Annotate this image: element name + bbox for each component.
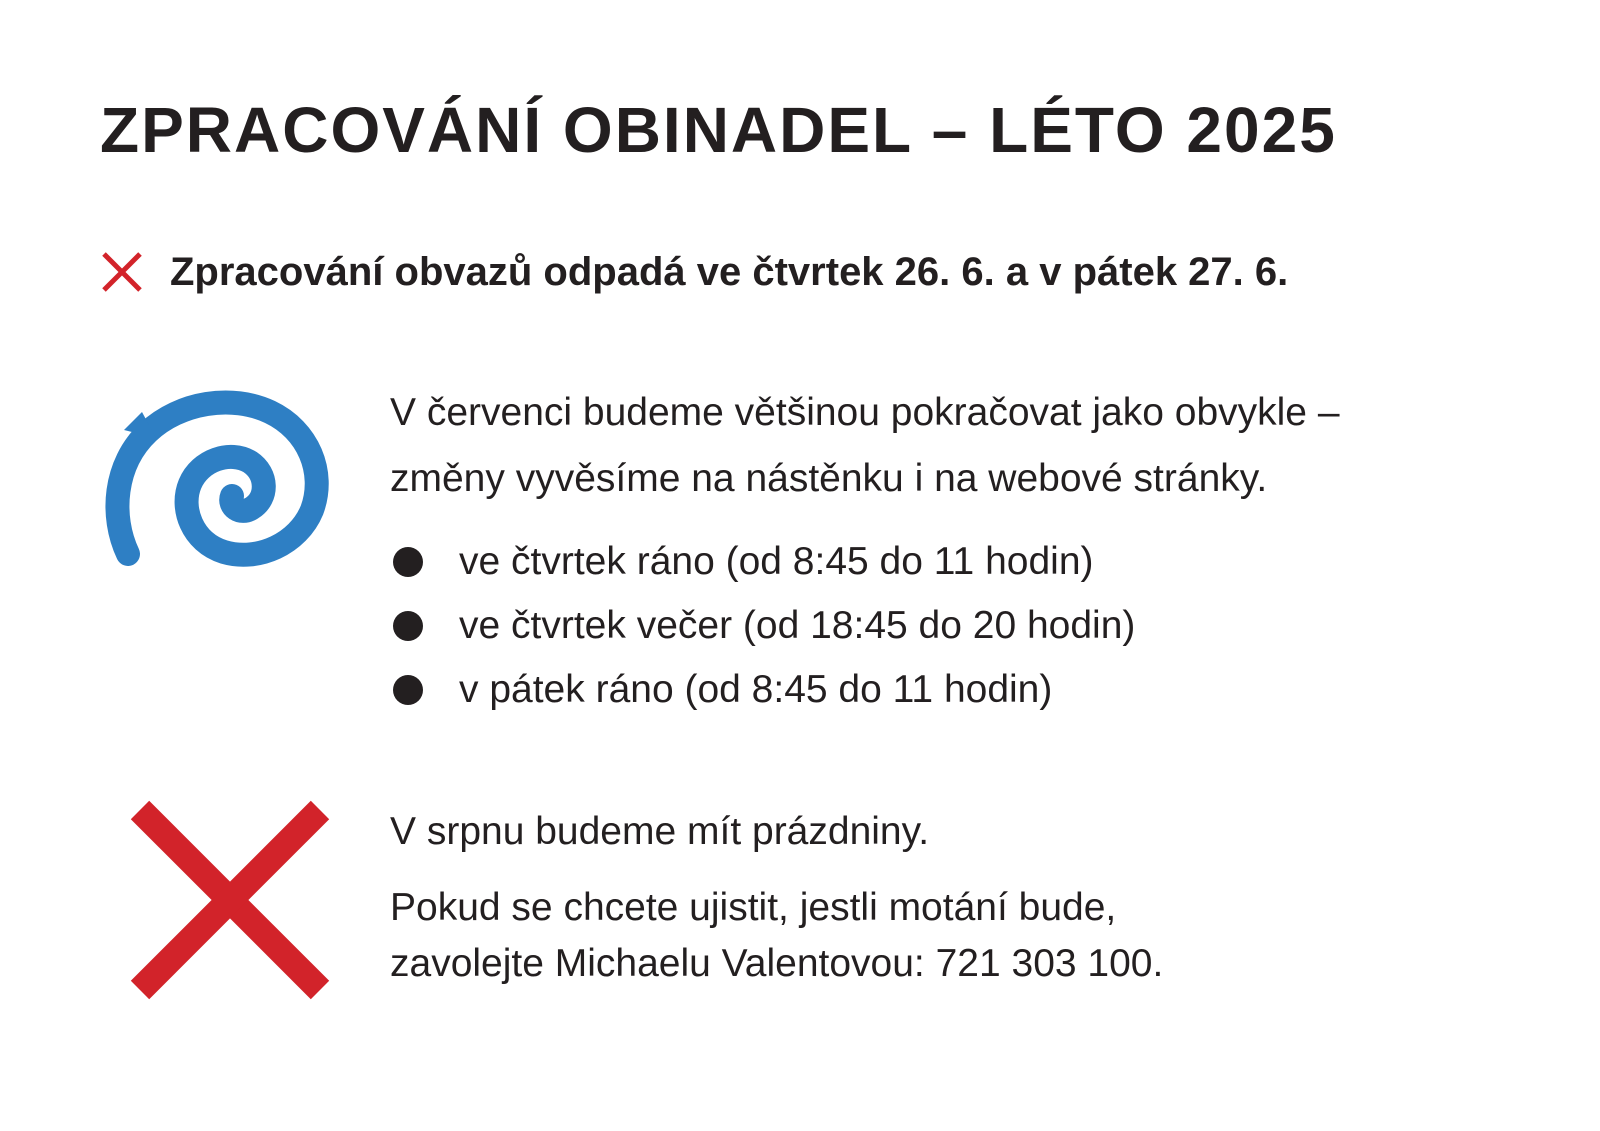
bullet-icon (393, 611, 423, 641)
july-text-line: V červenci budeme většinou pokračovat jako obvykle – (390, 391, 1340, 434)
schedule-list (390, 530, 1570, 722)
schedule-item-text: v pátek ráno (od 8:45 do 11 hodin) (459, 668, 1053, 711)
list-item (390, 658, 1570, 722)
schedule-item-text: ve čtvrtek večer (od 18:45 do 20 hodin) (459, 604, 1136, 647)
cross-icon (128, 798, 332, 1002)
bullet-icon (393, 675, 423, 705)
august-section (390, 804, 1570, 992)
july-section (390, 380, 1570, 722)
page-title: ZPRACOVÁNÍ OBINADEL – LÉTO 2025 (100, 94, 1337, 166)
bullet-icon (393, 547, 423, 577)
schedule-item-text: ve čtvrtek ráno (od 8:45 do 11 hodin) (459, 540, 1094, 583)
august-contact-phone: zavolejte Michaelu Valentovou: 721 303 100. (390, 942, 1164, 985)
august-contact-text: Pokud se chcete ujistit, jestli motání bude, (390, 886, 1117, 929)
july-text-line: změny vyvěsíme na nástěnku i na webové stránky. (390, 457, 1268, 500)
cancellation-notice (100, 248, 1560, 296)
notice-text: Zpracování obvazů odpadá ve čtvrtek 26. 6. a v pátek 27. 6. (170, 250, 1289, 294)
august-holiday-text: V srpnu budeme mít prázdniny. (390, 810, 930, 853)
list-item (390, 530, 1570, 594)
cross-icon (100, 250, 144, 294)
spiral-icon (100, 386, 330, 576)
list-item (390, 594, 1570, 658)
